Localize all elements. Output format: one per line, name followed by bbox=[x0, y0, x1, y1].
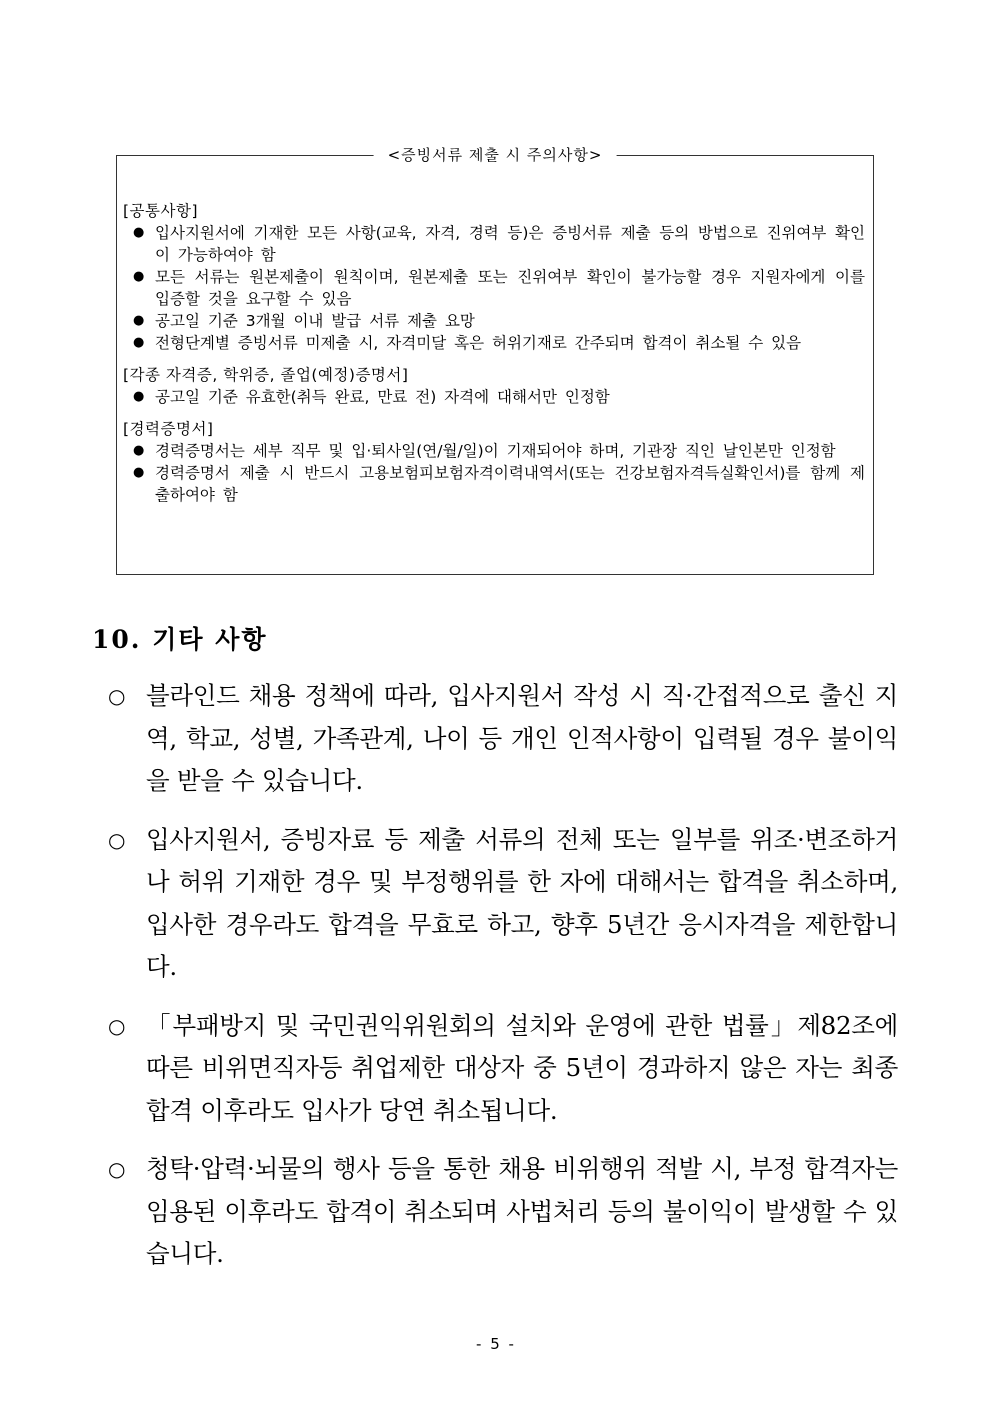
list-item bbox=[108, 675, 898, 803]
section-10-list bbox=[108, 675, 898, 1292]
list-item bbox=[108, 1005, 898, 1133]
circle-bullet-icon: ○ bbox=[108, 1157, 126, 1181]
notice-box bbox=[116, 146, 874, 575]
section-heading: [각종 자격증, 학위증, 졸업(예정)증명서] bbox=[123, 366, 409, 384]
bullet-icon: ● bbox=[133, 335, 145, 350]
list-item-text: 전형단계별 증빙서류 미제출 시, 자격미달 혹은 허위기재로 간주되며 합격이 취소될 수 있음 bbox=[155, 334, 802, 352]
circle-bullet-icon: ○ bbox=[108, 1013, 126, 1038]
list-item-text: 모든 서류는 원본제출이 원칙이며, 원본제출 또는 진위여부 확인이 불가능할 경우 지원자에게 이를 입증할 것을 요구할 수 있음 bbox=[155, 268, 865, 308]
notice-section-common bbox=[123, 200, 865, 354]
section-10-heading: 10. 기타 사항 bbox=[92, 625, 268, 654]
bullet-list bbox=[123, 222, 865, 354]
page-number: - 5 - bbox=[476, 1335, 516, 1353]
list-item-text: 공고일 기준 3개월 이내 발급 서류 제출 요망 bbox=[155, 312, 475, 330]
bullet-icon: ● bbox=[133, 443, 145, 458]
list-item-text: 「부패방지 및 국민권익위원회의 설치와 운영에 관한 법률」제82조에 따른 비위면직자등 취업제한 대상자 중 5년이 경과하지 않은 자는 최종 합격 이후라도 입사가 당연 취소됩니다. bbox=[146, 1010, 898, 1125]
list-item bbox=[123, 310, 865, 332]
notice-section-certificates bbox=[123, 364, 865, 408]
notice-body bbox=[123, 200, 865, 516]
bullet-icon: ● bbox=[133, 269, 145, 284]
bullet-icon: ● bbox=[133, 313, 145, 328]
notice-title: <증빙서류 제출 시 주의사항> bbox=[374, 144, 617, 165]
list-item bbox=[123, 332, 865, 354]
section-heading: [공통사항] bbox=[123, 202, 198, 220]
list-item bbox=[108, 819, 898, 989]
list-item-text: 입사지원서에 기재한 모든 사항(교육, 자격, 경력 등)은 증빙서류 제출 등의 방법으로 진위여부 확인이 가능하여야 함 bbox=[155, 224, 865, 264]
list-item bbox=[123, 440, 865, 462]
circle-bullet-icon: ○ bbox=[108, 684, 126, 708]
list-item-text: 입사지원서, 증빙자료 등 제출 서류의 전체 또는 일부를 위조·변조하거나 허위 기재한 경우 및 부정행위를 한 자에 대해서는 합격을 취소하며, 입사한 경우라도 합격을 무효로 하고, 향후 5년간 응시자격을 제한합니다. bbox=[146, 824, 898, 981]
list-item bbox=[123, 386, 865, 408]
list-item-text: 공고일 기준 유효한(취득 완료, 만료 전) 자격에 대해서만 인정함 bbox=[155, 388, 610, 406]
bullet-icon: ● bbox=[133, 465, 145, 480]
bullet-list bbox=[123, 440, 865, 506]
list-item-text: 청탁·압력·뇌물의 행사 등을 통한 채용 비위행위 적발 시, 부정 합격자는 임용된 이후라도 합격이 취소되며 사법처리 등의 불이익이 발생할 수 있습니다. bbox=[146, 1154, 898, 1268]
notice-section-career bbox=[123, 418, 865, 506]
circle-bullet-icon: ○ bbox=[108, 827, 126, 852]
list-item bbox=[108, 1148, 898, 1276]
list-item bbox=[123, 222, 865, 266]
list-item-text: 경력증명서 제출 시 반드시 고용보험피보험자격이력내역서(또는 건강보험자격득실확인서)를 함께 제출하여야 함 bbox=[155, 464, 865, 504]
section-heading: [경력증명서] bbox=[123, 420, 214, 438]
list-item bbox=[123, 462, 865, 506]
bullet-icon: ● bbox=[133, 389, 145, 404]
bullet-list bbox=[123, 386, 865, 408]
list-item-text: 블라인드 채용 정책에 따라, 입사지원서 작성 시 직·간접적으로 출신 지역, 학교, 성별, 가족관계, 나이 등 개인 인적사항이 입력될 경우 불이익을 받을 수 있습니다. bbox=[146, 681, 898, 795]
list-item-text: 경력증명서는 세부 직무 및 입·퇴사일(연/월/일)이 기재되어야 하며, 기관장 직인 날인본만 인정함 bbox=[155, 442, 836, 460]
bullet-icon: ● bbox=[133, 225, 145, 240]
list-item bbox=[123, 266, 865, 310]
